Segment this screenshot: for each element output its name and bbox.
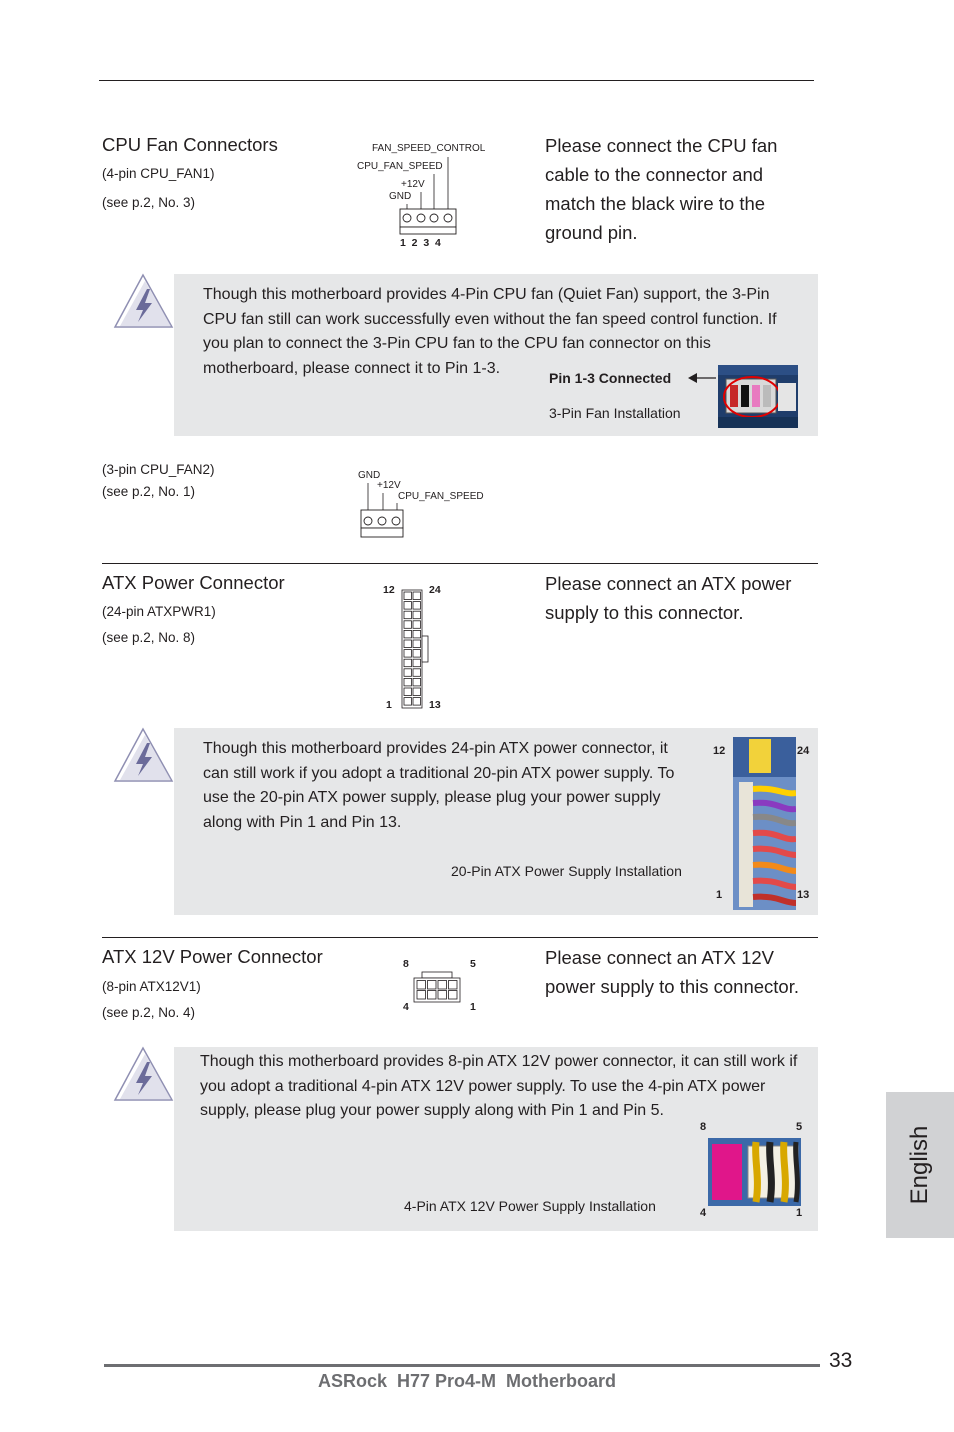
atx24-diagram (380, 582, 450, 712)
photo-pin-1-label: 1 (716, 889, 723, 901)
atx24-installation-photo (733, 737, 796, 910)
cpu-fan2-model: (3-pin CPU_FAN2) (102, 462, 215, 477)
atx12v-connector-drawing (398, 956, 488, 1018)
gnd-label: GND (389, 191, 412, 202)
fan-speed-control-label: FAN_SPEED_CONTROL (372, 143, 486, 154)
atx-power-description: Please connect an ATX power supply to this connector. (545, 573, 792, 623)
photo-pin-13-label: 13 (797, 889, 810, 901)
warning-icon (112, 272, 176, 332)
cpu-fan-description: Please connect the CPU fan cable to the connector and match the black wire to the ground pin. (545, 135, 778, 243)
cpu-fan2-diagram (354, 465, 494, 545)
atx12v-see: (see p.2, No. 4) (102, 1005, 196, 1020)
4pin-install-caption: 4-Pin ATX 12V Power Supply Installation (404, 1198, 656, 1214)
warning-icon (112, 1045, 176, 1105)
cpu-fan-title: CPU Fan Connectors (102, 134, 278, 155)
cpu-fan-note-text: Though this motherboard provides 4-Pin CPU fan (Quiet Fan) support, the 3-Pin CPU fan still can work successfully even without the fan speed control function. If you plan to connect the 3-Pin CPU fan to the CPU fan connector on this motherboard, please connect it to Pin 1-3. (203, 286, 777, 377)
atx12v-installation-photo (708, 1138, 801, 1206)
cpu-fan1-pin-numbers: 1 2 3 4 (400, 237, 441, 249)
atx12v-title: ATX 12V Power Connector (102, 946, 323, 967)
photo-pin-12-label: 12 (713, 745, 726, 757)
footer-product-name: ASRock H77 Pro4-M Motherboard (318, 1371, 617, 1391)
atx12v-description: Please connect an ATX 12V power supply to this connector. (545, 947, 800, 997)
page-number: 33 (829, 1349, 853, 1372)
atx-power-model: (24-pin ATXPWR1) (102, 604, 216, 619)
warning-icon (112, 726, 176, 786)
photo-pin-5-label: 5 (796, 1121, 803, 1133)
20pin-install-caption: 20-Pin ATX Power Supply Installation (451, 863, 682, 879)
atx-power-title: ATX Power Connector (102, 572, 285, 593)
fan-installation-photo (718, 365, 798, 428)
atx12v-model: (8-pin ATX12V1) (102, 979, 201, 994)
pin-1-label: 1 (386, 699, 392, 711)
atx24-connector-drawing (380, 582, 450, 712)
cpu-fan-see: (see p.2, No. 3) (102, 195, 196, 210)
pin-4-label: 4 (403, 1001, 409, 1013)
pin-12-label: 12 (383, 584, 395, 596)
section-rule (102, 937, 818, 938)
section-rule (102, 563, 818, 564)
pin-13-label: 13 (429, 699, 441, 711)
cpu-fan1-diagram (354, 140, 494, 255)
3pin-fan-install-caption: 3-Pin Fan Installation (549, 405, 681, 421)
gnd-label: GND (358, 470, 381, 481)
atx-power-see: (see p.2, No. 8) (102, 630, 196, 645)
plus12v-label: +12V (377, 480, 401, 491)
photo-pin-1-label: 1 (796, 1207, 803, 1219)
pin-1-3-connected-label: Pin 1-3 Connected (549, 370, 672, 386)
pin-24-label: 24 (429, 584, 441, 596)
cpu-fan-speed-label: CPU_FAN_SPEED (398, 491, 484, 502)
cpu-fan2-see: (see p.2, No. 1) (102, 484, 196, 499)
top-rule (99, 80, 814, 81)
pin-8-label: 8 (403, 958, 409, 970)
atx-power-note-text: Though this motherboard provides 24-pin ATX power connector, it can still work if you adopt a traditional 20-pin ATX power supply. To use the 20-pin ATX power supply, please plug your power supply along with Pin 1 and Pin 13. (203, 740, 675, 831)
atx12v-note-text: Though this motherboard provides 8-pin ATX 12V power connector, it can still work if you adopt a traditional 4-pin ATX 12V power supply. To use the 4-pin ATX power supply, please plug your power supply along with Pin 1 and Pin 5. (200, 1053, 798, 1119)
photo-pin-4-label: 4 (700, 1207, 707, 1219)
cpu-fan-speed-label: CPU_FAN_SPEED (357, 161, 443, 172)
cpu-fan2-connector-drawing (354, 465, 494, 545)
footer-rule (104, 1364, 820, 1367)
photo-pin-8-label: 8 (700, 1121, 707, 1133)
atx12v-diagram (398, 956, 488, 1018)
cpu-fan-model: (4-pin CPU_FAN1) (102, 166, 215, 181)
photo-pin-24-label: 24 (797, 745, 810, 757)
language-tab (886, 1092, 954, 1238)
plus12v-label: +12V (401, 179, 425, 190)
language-tab-label: English (906, 1125, 933, 1205)
arrow-left-icon (688, 372, 716, 384)
pin-1-label: 1 (470, 1001, 476, 1013)
pin-5-label: 5 (470, 958, 476, 970)
